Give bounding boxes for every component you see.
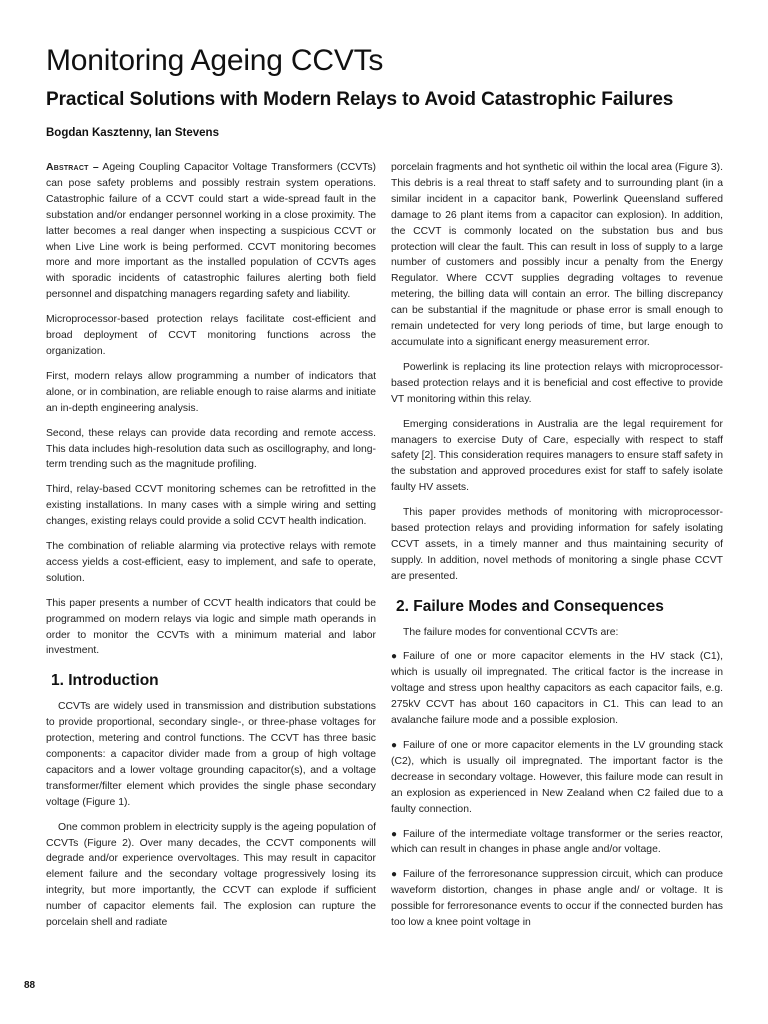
bullet-icon: ●: [391, 740, 398, 751]
bullet-item: [391, 738, 723, 818]
paragraph: First, modern relays allow programming a number of indicators that alone, or in combination, are reliable enough to raise alarms and initiate an in-depth engineering analysis.: [46, 370, 376, 414]
authors: Bogdan Kasztenny, Ian Stevens: [46, 127, 219, 139]
abstract-text: Ageing Coupling Capacitor Voltage Transformers (CCVTs) can pose safety problems and possibly restrain system operations. Catastrophic failure of a CCVT could start a wide-spread fault in the substation and/or endanger personnel working in a close proximity. The latter becomes a real danger when inspecting a suspicious CCVT or when Live Line work is being performed. CCVT monitoring becomes more and more important as the installed population of CCVTs ages with sporadic incidents of catastrophic failures alerting both field personnel and dispatching managers regarding safety and liability.: [46, 162, 376, 301]
bullet-text: Failure of the ferroresonance suppression circuit, which can produce waveform distortion, changes in phase angle and/ or voltage. It is possible for ferroresonance events to occur if the connected burden has too low a knee point voltage in: [391, 869, 723, 929]
bullet-text: Failure of one or more capacitor elements in the HV stack (C1), which is usually oil impregnated. The critical factor is the increase in voltage and stress upon healthy capacitors as each capacitor fails, e.g. 275kV CCVT has about 160 capacitors in C1. This can lead to an avalanche failure mode and a possible explosion.: [391, 651, 723, 727]
section-heading-introduction: 1. Introduction: [51, 672, 159, 690]
page-title: Monitoring Ageing CCVTs: [46, 44, 384, 77]
bullet-item: [391, 827, 723, 859]
bullet-icon: ●: [391, 651, 398, 663]
paragraph: Powerlink is replacing its line protection relays with microprocessor-based protection relays and it is beneficial and cost effective to provide VT monitoring within this relay.: [391, 361, 723, 405]
abstract: [46, 160, 376, 303]
abstract-label: Abstract –: [46, 162, 99, 173]
paragraph: The combination of reliable alarming via protective relays with remote access yields a cost-efficient, easy to implement, and safe to operate, solution.: [46, 541, 376, 584]
paragraph: Second, these relays can provide data recording and remote access. This data includes high-resolution data such as oscillography, and long-term trending such as the magnitude profiling.: [46, 427, 376, 471]
paragraph: Microprocessor-based protection relays facilitate cost-efficient and broad deployment of CCVT monitoring functions across the organization.: [46, 314, 376, 357]
paragraph: Emerging considerations in Australia are the legal requirement for managers to exercise Duty of Care, especially with respect to staff safety [2]. This consideration requires managers to ensure staff safety in the substation and approved procedures exist for staff to safely isolate faulty HV assets.: [391, 418, 723, 494]
bullet-item: [391, 867, 723, 931]
paragraph: CCVTs are widely used in transmission and distribution substations to provide proportional, secondary single-, or three-phase voltages for protection, metering and control functions. The CCVT has three basic components: a capacitor divider made from a group of high voltage capacitors and a lower voltage grounding capacitor(s), and a voltage transformer/filter element which provides the single phase secondary voltage (Figure 1).: [46, 701, 376, 808]
paragraph: The failure modes for conventional CCVTs are:: [403, 626, 619, 638]
page-number: 88: [24, 980, 36, 991]
bullet-icon: ●: [391, 828, 398, 840]
paragraph: One common problem in electricity supply is the ageing population of CCVTs (Figure 2). Over many decades, the CCVT components will degrade and/or experience overvoltages. This may result in capacitor element failure and the secondary voltage progressively losing its integrity, but more importantly, the CCVT can explode if sufficient number of capacitor elements fail. The explosion can rupture the porcelain shell and radiate: [46, 821, 376, 929]
paragraph: This paper presents a number of CCVT health indicators that could be programmed on modern relays via logic and simple math operands in order to monitor the CCVTs with a minimum material and labor investment.: [46, 597, 376, 657]
bullet-item: [391, 649, 723, 729]
section-heading-failure-modes: 2. Failure Modes and Consequences: [396, 597, 664, 615]
page-subtitle: Practical Solutions with Modern Relays to Avoid Catastrophic Failures: [46, 89, 674, 110]
paragraph: This paper provides methods of monitoring with microprocessor-based protection relays and providing information for safely isolating CCVT assets, in a timely manner and thus maintaining security of supply. In addition, novel methods of monitoring a single phase CCVT are presented.: [391, 507, 723, 582]
bullet-text: Failure of the intermediate voltage transformer or the series reactor, which can result in changes in phase angle and/or voltage.: [391, 828, 723, 856]
bullet-text: Failure of one or more capacitor elements in the LV grounding stack (C2), which is usually oil impregnated. The important factor is the decrease in secondary voltage. However, this failure mode can result in an explosion as experienced in New Zealand when C2 failed due to a faulty connection.: [391, 740, 723, 815]
paragraph: Third, relay-based CCVT monitoring schemes can be retrofitted in the existing installations. In many cases with a simple wiring and setting changes, existing relays could provide a solid CCVT health indication.: [46, 484, 376, 528]
right-column: [391, 160, 723, 940]
left-column: [46, 160, 376, 940]
bullet-icon: ●: [391, 869, 398, 881]
paragraph: porcelain fragments and hot synthetic oil within the local area (Figure 3). This debris is a real threat to staff safety and to surrounding plant (in a similar incident in a capacitor bank, Powerlink Queensland suffered damage to 26 plant items from a capacitor can explosion). In addition, the CCVT is commonly located on the substation bus and bus protection will clear the fault. This can result in loss of supply to a large number of customers and possibly incur a penalty from the Energy Regulator. Where CCVT supplies degrading voltages to revenue metering, the billing data will contain an error. The billing discrepancy can be substantial if the magnitude or phase error is small enough to remain undetected for very long periods of time, but large enough to accumulate into a significant energy measurement error.: [391, 162, 723, 348]
